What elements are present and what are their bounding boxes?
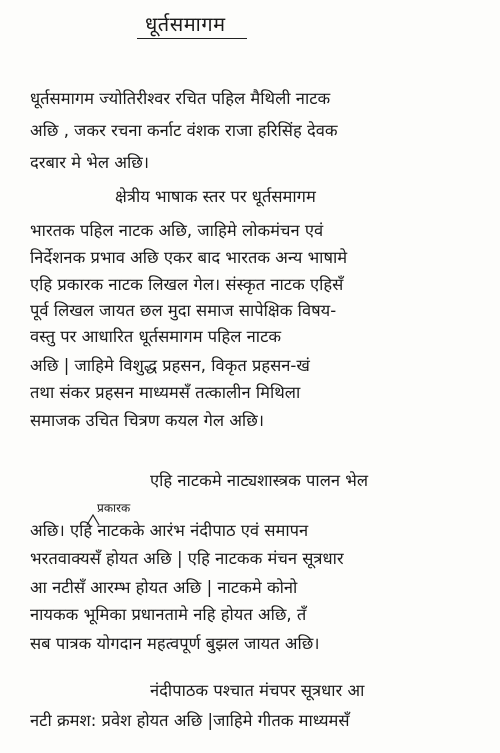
text-line: दरबार मे भेल अछि। [30,153,150,172]
text-line: एहि प्रकारक नाटक लिखल गेल। संस्कृत नाटक एहिसँ [30,275,344,294]
text-line: वस्तु पर आधारित धूर्तसमागम पहिल नाटक [30,327,282,346]
text-line: नायकक भूमिका प्रधानतामे नहि होयत अछि, तँ [30,605,307,624]
text-line: पूर्व लिखल जायत छल मुदा समाज सापेक्षिक विषय- [30,301,337,320]
text-line: तथा संकर प्रहसन माध्यमसँ तत्कालीन मिथिला [30,383,301,402]
text-line: समाजक उचित चित्रण कयल गेल अछि। [30,411,265,430]
text-line: अछि | जाहिमे विशुद्ध प्रहसन, विकृत प्रहसन-खं [30,356,310,375]
text-line: धूर्तसमागम ज्योतिरीश्वर रचित पहिल मैथिली नाटक [30,89,331,108]
text-line: अछि। एहि नाटकके आरंभ नंदीपाठ एवं समापन [30,521,309,540]
text-line: अछि , जकर रचना कर्नाट वंशक राजा हरिसिंह देवक [30,121,338,140]
text-line: क्षेत्रीय भाषाक स्तर पर धूर्तसमागम [115,187,316,206]
text-line: नटी क्रमश: प्रवेश होयत अछि |जाहिमे गीतक माध्यमसँ [30,711,350,730]
text-line: नंदीपाठक पश्चात मंचपर सूत्रधार आ [150,681,365,700]
text-line: भारतक पहिल नाटक अछि, जाहिमे लोकमंचन एवं [30,221,324,240]
inserted-word: प्रकारक [97,501,131,515]
text-line: भरतवाक्यसँ होयत अछि | एहि नाटकक मंचन सूत्रधार [30,549,344,568]
text-line: निर्देशनक प्रभाव अछि एकर बाद भारतक अन्य भाषामे [30,248,348,267]
text-line: आ नटीसँ आरम्भ होयत अछि | नाटकमे कोनो [30,578,298,597]
title-underline [137,38,247,39]
page-title: धूर्तसमागम [145,12,226,36]
text-line: एहि नाटकमे नाट्यशास्त्रक पालन भेल [150,471,369,490]
text-line: सब पात्रक योगदान महत्वपूर्ण बुझल जायत अछि। [30,634,320,653]
